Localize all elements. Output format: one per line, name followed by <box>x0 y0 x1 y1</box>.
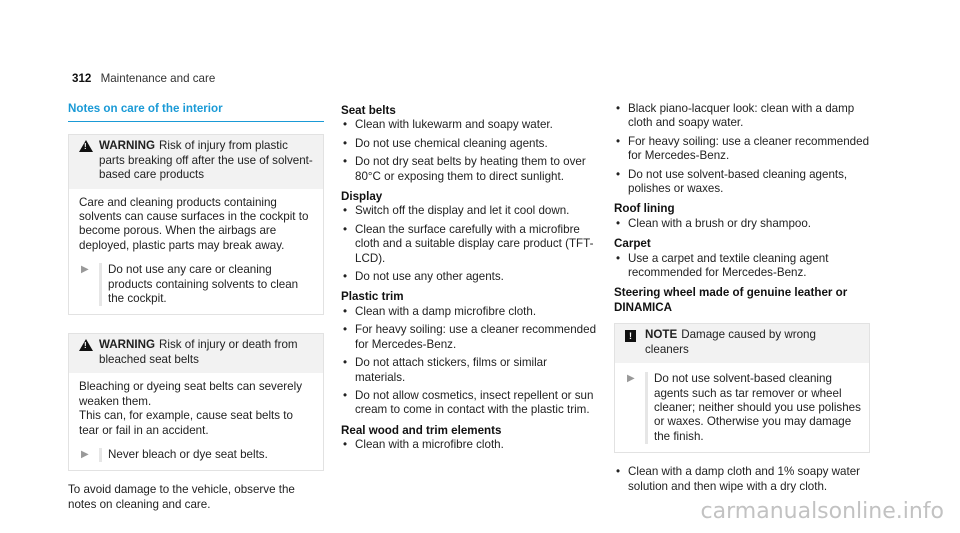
warning-heading: Risk of injury or death from bleached seat belts <box>99 338 298 366</box>
list-item: • Clean with a damp microfibre cloth. <box>341 305 597 319</box>
note-header <box>615 324 869 364</box>
note-icon: ! <box>625 328 645 342</box>
subheading-carpet: Carpet <box>614 237 651 251</box>
column-1 <box>68 102 324 512</box>
warning-icon <box>79 338 99 353</box>
warning-body <box>69 374 323 470</box>
list-item: • Clean with a microfibre cloth. <box>341 438 597 452</box>
action-step <box>79 263 315 306</box>
action-text: Do not use any care or cleaning products containing solvents to clean the cockpit. <box>99 263 315 306</box>
warning-text: Care and cleaning products containing solvents can cause surfaces in the cockpit to become porous. When the airbags are deployed, plastic parts may break away. <box>79 195 309 252</box>
list-item: • Black piano-lacquer look: clean with a damp cloth and soapy water. <box>614 102 870 131</box>
arrow-right-icon: ▶ <box>81 264 89 276</box>
list-item: • Clean with lukewarm and soapy water. <box>341 118 597 132</box>
warning-box-plastic <box>68 134 324 315</box>
subheading-wood: Real wood and trim elements <box>341 423 502 437</box>
warning-text: Bleaching or dyeing seat belts can severely weaken them. <box>79 380 302 408</box>
list-item: • Do not dry seat belts by heating them to over 80°C or exposing them to direct sunlight. <box>341 155 597 184</box>
list-item: • Do not attach stickers, films or similar materials. <box>341 356 597 385</box>
action-text: Do not use solvent-based cleaning agents such as tar remover or wheel cleaner; neither should you use polishes or waxes. Otherwise you may damage the finish. <box>645 372 861 444</box>
bullet-list <box>614 217 870 231</box>
list-item: • Clean the surface carefully with a microfibre cloth and a suitable display care product (TFT-LCD). <box>341 223 597 266</box>
bullet-list <box>341 118 597 184</box>
list-item: • Switch off the display and let it cool down. <box>341 204 597 218</box>
list-item: • Use a carpet and textile cleaning agent recommended for Mercedes-Benz. <box>614 252 870 281</box>
warning-text: This can, for example, cause seat belts to tear or fail in an accident. <box>79 409 293 437</box>
note-heading: Damage caused by wrong cleaners <box>645 328 816 356</box>
section-title: Notes on care of the interior <box>68 102 324 122</box>
arrow-right-icon: ▶ <box>627 373 635 385</box>
bullet-list <box>341 438 597 452</box>
list-item: • For heavy soiling: use a cleaner recommended for Mercedes-Benz. <box>341 323 597 352</box>
bullet-list <box>614 252 870 281</box>
list-item: • Do not use chemical cleaning agents. <box>341 137 597 151</box>
page-number: 312 <box>72 72 92 85</box>
warning-keyword: WARNING <box>99 139 156 153</box>
bullet-list <box>614 102 870 196</box>
list-item: • Clean with a damp cloth and 1% soapy water solution and then wipe with a dry cloth. <box>614 465 870 494</box>
list-item: • Do not allow cosmetics, insect repellent or sun cream to come in contact with the plastic trim. <box>341 389 597 418</box>
list-item: • Do not use solvent-based cleaning agents, polishes or waxes. <box>614 168 870 197</box>
page-header <box>72 72 215 86</box>
action-text: Never bleach or dye seat belts. <box>99 448 268 462</box>
bullet-list <box>341 305 597 418</box>
action-step <box>79 448 315 462</box>
section-name: Maintenance and care <box>100 72 216 85</box>
bullet-list <box>614 465 870 494</box>
bullet-list <box>341 204 597 284</box>
note-keyword: NOTE <box>645 328 678 342</box>
warning-body <box>69 190 323 315</box>
list-item: • Clean with a brush or dry shampoo. <box>614 217 870 231</box>
warning-header <box>69 334 323 374</box>
subheading-steering-wheel: Steering wheel made of genuine leather or DINAMICA <box>614 286 848 314</box>
subheading-display: Display <box>341 190 383 204</box>
warning-keyword: WARNING <box>99 338 156 352</box>
subheading-plastic-trim: Plastic trim <box>341 290 404 304</box>
closing-paragraph: To avoid damage to the vehicle, observe the notes on cleaning and care. <box>68 483 295 511</box>
arrow-right-icon: ▶ <box>81 448 89 460</box>
warning-header <box>69 135 323 189</box>
list-item: • Do not use any other agents. <box>341 270 597 284</box>
subheading-roof-lining: Roof lining <box>614 202 675 216</box>
subheading-seat-belts: Seat belts <box>341 104 396 117</box>
note-box <box>614 323 870 453</box>
column-2 <box>341 102 597 459</box>
warning-heading: Risk of injury from plastic parts breaking off after the use of solvent-based care products <box>99 139 313 182</box>
list-item: • For heavy soiling: use a cleaner recommended for Mercedes-Benz. <box>614 135 870 164</box>
watermark: carmanualsonline.info <box>700 498 944 524</box>
warning-box-seat-belts <box>68 333 324 471</box>
action-step <box>625 372 861 444</box>
column-3 <box>614 102 870 500</box>
warning-icon <box>79 139 99 154</box>
note-body <box>615 364 869 452</box>
